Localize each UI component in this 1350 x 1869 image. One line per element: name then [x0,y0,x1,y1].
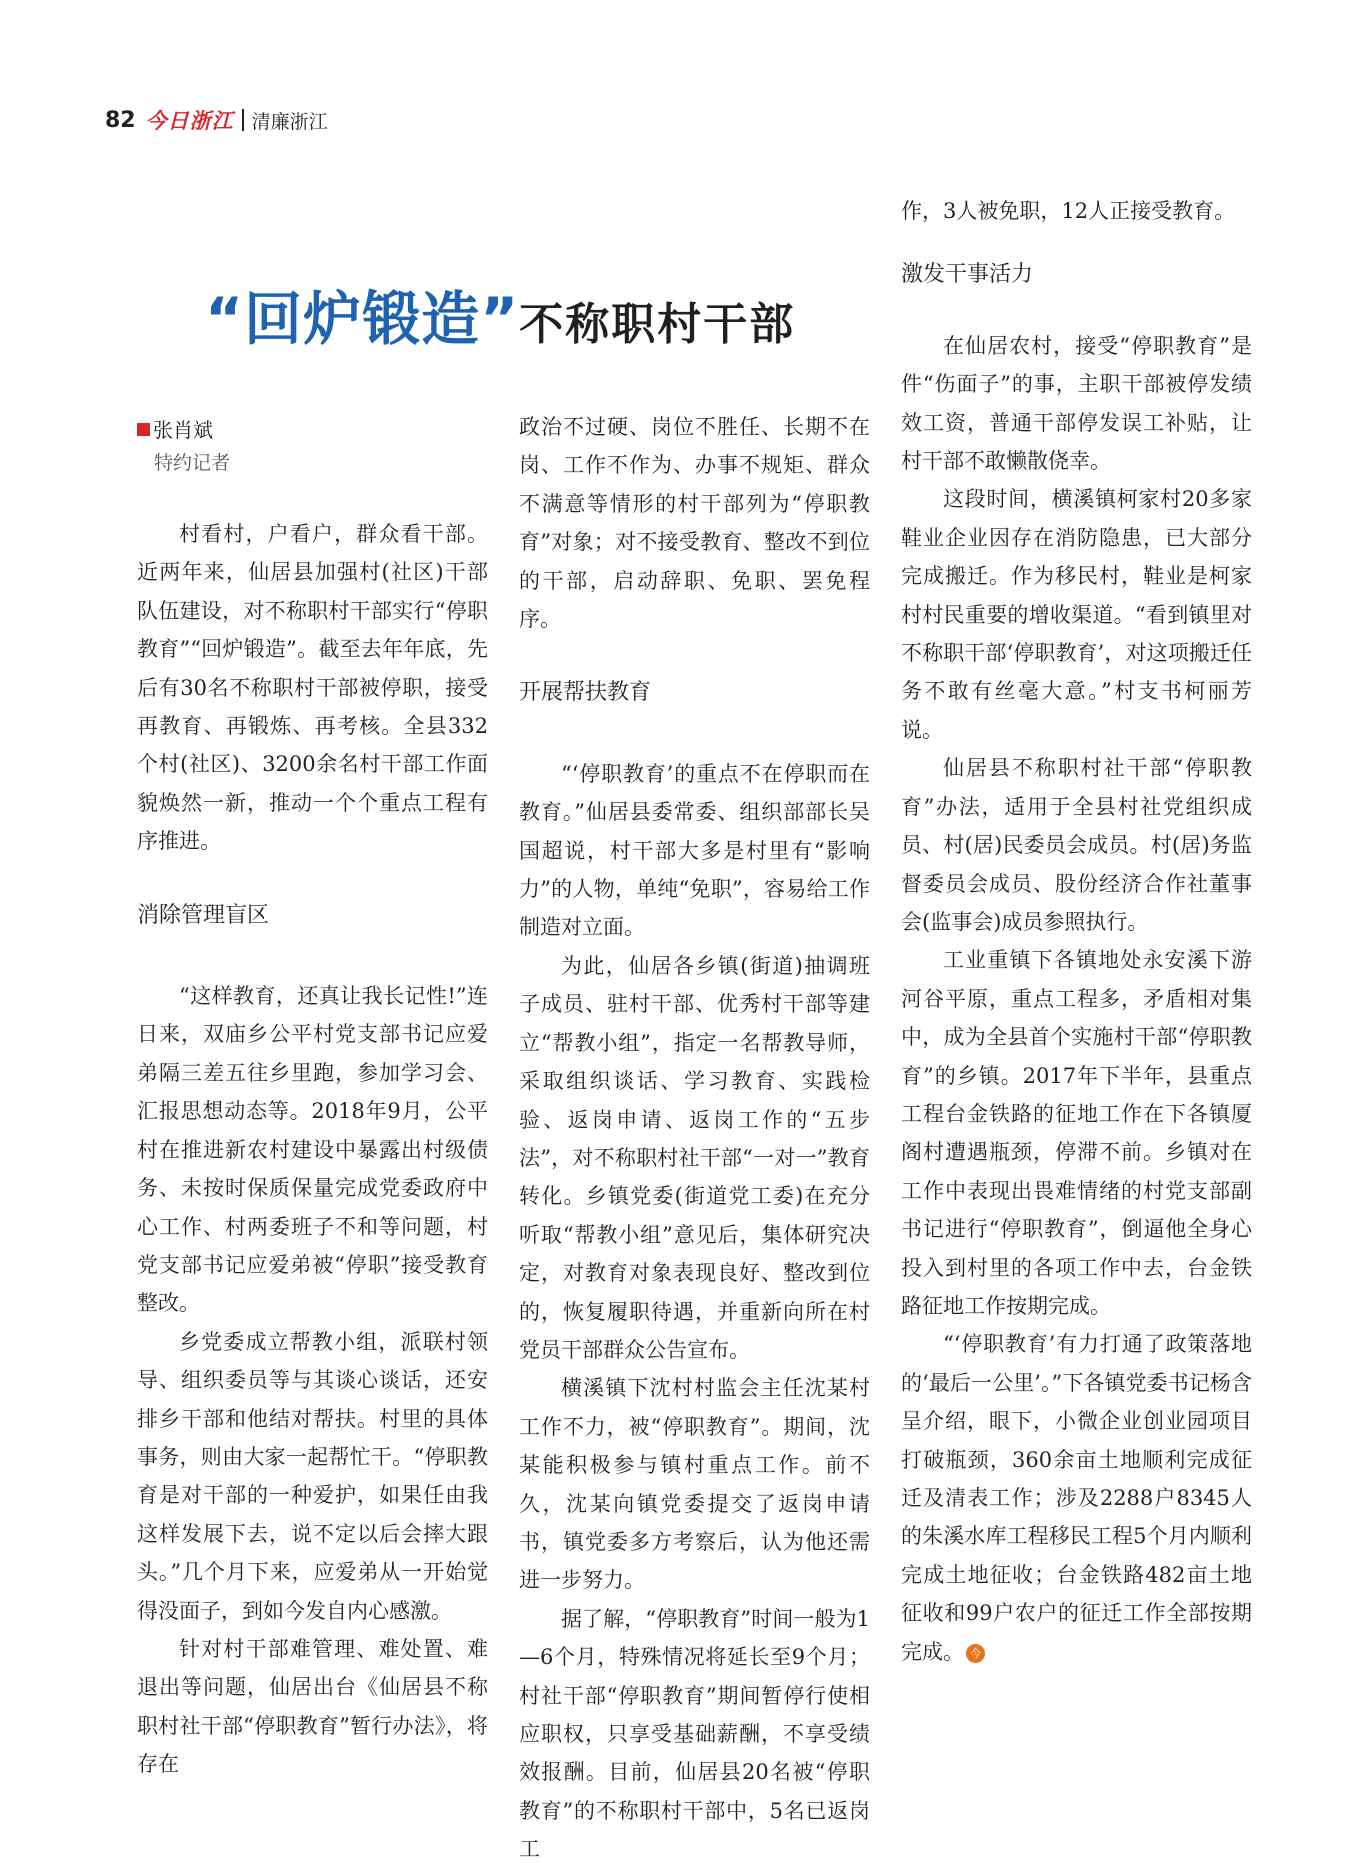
author-name: 张肖斌 [153,418,213,442]
magazine-logo: 今日浙江 [145,108,234,133]
author-role: 特约记者 [154,452,231,474]
subheading: 开展帮扶教育 [519,680,652,706]
paragraph: 在仙居农村，接受“停职教育”是件“伤面子”的事，主职干部被停发绩效工资，普通干部停发误工补贴，让村干部不敢懒散侥幸。 [901,333,1252,474]
section-name: 清廉浙江 [251,110,328,133]
column-3 [901,192,1252,1671]
paragraph: 工业重镇下各镇地处永安溪下游河谷平原，重点工程多，矛盾相对集中，成为全县首个实施村干部“停职教育”的乡镇。2017年下半年，县重点工程台金铁路的征地工作在下各镇厦阁村遭遇瓶颈，停滞不前。乡镇对在工作中表现出畏难情绪的村党支部副书记进行“停职教育”，倒逼他全身心投入到村里的各项工作中去，台金铁路征地工作按期完成。 [901,948,1252,1318]
paragraph: 村看村，户看户，群众看干部。近两年来，仙居县加强村(社区)干部队伍建设，对不称职村干部实行“停职教育”“回炉锻造”。截至去年年底，先后有30名不称职村干部被停职，接受再教育、再锻炼、再考核。全县332个村(社区)、3200余名村干部工作面貌焕然一新，推动一个个重点工程有序推进。 [137,522,488,854]
paragraph: 政治不过硬、岗位不胜任、长期不在岗、工作不作为、办事不规矩、群众不满意等情形的村干部列为“停职教育”对象；对不接受教育、整改不到位的干部，启动辞职、免职、罢免程序。 [519,415,870,632]
page-header [105,103,328,137]
paragraph: “这样教育，还真让我长记性!”连日来，双庙乡公平村党支部书记应爱弟隔三差五往乡里跑，参加学习会、汇报思想动态等。2018年9月，公平村在推进新农村建设中暴露出村级债务、未按时保质保量完成党委政府中心工作、村两委班子不和等问题，村党支部书记应爱弟被“停职”接受教育整改。 [137,984,488,1316]
page-number: 82 [105,107,136,133]
paragraph-text: “‘停职教育’有力打通了政策落地的‘最后一公里’。”下各镇党委书记杨含呈介绍，眼下，小微企业创业园项目打破瓶颈，360余亩土地顺利完成征迁及清表工作；涉及2288户8345人的朱溪水库工程移民工程5个月内顺利完成土地征收；台金铁路482亩土地征收和99户农户的征迁工作全部按期完成。 [901,1332,1252,1664]
paragraph: 作，3人被免职，12人正接受教育。 [901,199,1236,223]
subheading: 激发干事活力 [901,262,1034,288]
column-1 [137,515,488,1784]
paragraph: 这段时间，横溪镇柯家村20多家鞋业企业因存在消防隐患，已大部分完成搬迁。作为移民村，鞋业是柯家村村民重要的增收渠道。“看到镇里对不称职干部‘停职教育’，对这项搬迁任务不敢有丝毫大意。”村支书柯丽芳说。 [901,487,1252,742]
column-2 [519,408,870,1869]
title-sub: 不称职村干部 [519,299,796,350]
paragraph: 据了解，“停职教育”时间一般为1—6个月，特殊情况将延长至9个月；村社干部“停职教育”期间暂停行使相应职权，只享受基础薪酬，不享受绩效报酬。目前，仙居县20名被“停职教育”的不称职村干部中，5名已返岗工 [519,1606,870,1862]
end-mark-icon: 今 [966,1644,985,1663]
title-main: “回炉锻造” [205,285,520,353]
paragraph: 仙居县不称职村社干部“停职教育”办法，适用于全县村社党组织成员、村(居)民委员会成员。村(居)务监督委员会成员、股份经济合作社董事会(监事会)成员参照执行。 [901,756,1252,934]
paragraph: 乡党委成立帮教小组，派联村领导、组织委员等与其谈心谈话，还安排乡干部和他结对帮扶。村里的具体事务，则由大家一起帮忙干。“停职教育是对干部的一种爱护，如果任由我这样发展下去，说不定以后会摔大跟头。”几个月下来，应爱弟从一开始觉得没面子，到如今发自内心感激。 [137,1329,488,1623]
article-title [205,272,795,356]
paragraph: 横溪镇下沈村村监会主任沈某村工作不力，被“停职教育”。期间，沈某能积极参与镇村重点工作。前不久，沈某向镇党委提交了返岗申请书，镇党委多方考察后，认为他还需进一步努力。 [519,1376,870,1593]
paragraph: 针对村干部难管理、难处置、难退出等问题，仙居出台《仙居县不称职村社干部“停职教育”暂行办法》，将存在 [137,1636,488,1777]
paragraph [901,1325,1252,1671]
header-divider [242,109,244,131]
paragraph: “‘停职教育’的重点不在停职而在教育。”仙居县委常委、组织部部长吴国超说，村干部大多是村里有“影响力”的人物，单纯“免职”，容易给工作制造对立面。 [519,761,870,940]
author-marker [137,423,150,436]
paragraph: 为此，仙居各乡镇(街道)抽调班子成员、驻村干部、优秀村干部等建立“帮教小组”，指定一名帮教导师，采取组织谈话、学习教育、实践检验、返岗申请、返岗工作的“五步法”，对不称职村社干部“一对一”教育转化。乡镇党委(街道党工委)在充分听取“帮教小组”意见后，集体研究决定，对教育对象表现良好、整改到位的，恢复履职待遇，并重新向所在村党员干部群众公告宣布。 [519,953,870,1362]
byline [137,415,230,481]
subheading: 消除管理盲区 [137,902,270,928]
